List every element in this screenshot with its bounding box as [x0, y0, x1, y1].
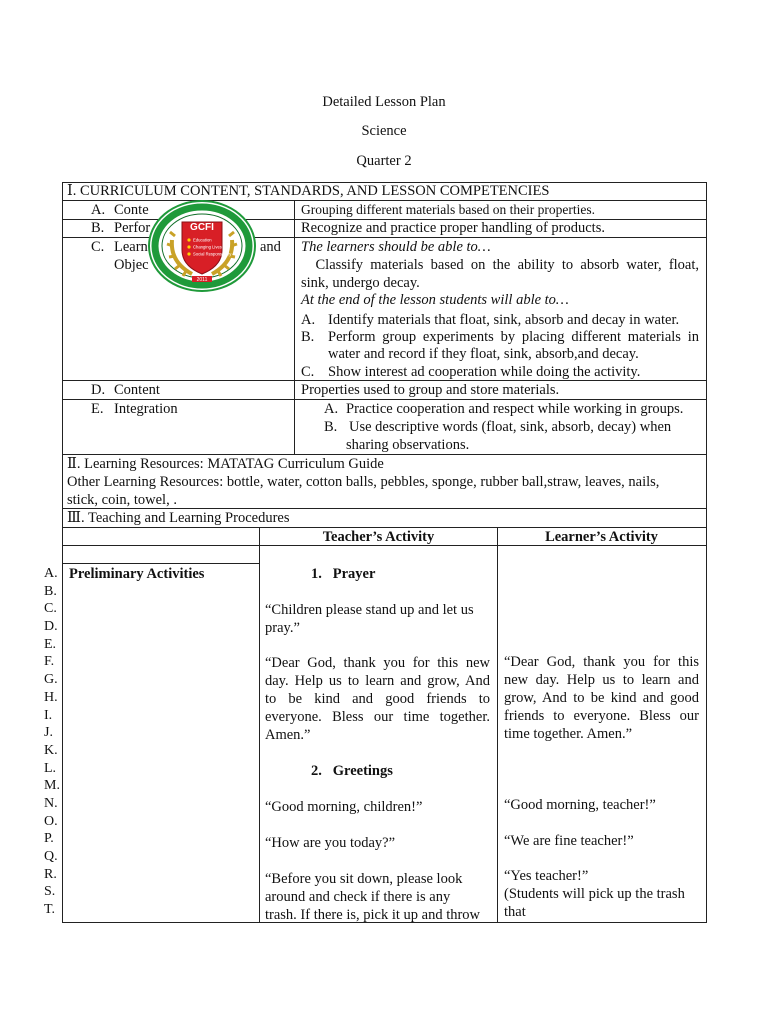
subject-line: Science	[361, 123, 407, 139]
margin-letter: I.	[44, 707, 53, 723]
teacher-trash-2: around and check if there is any	[265, 889, 451, 905]
section-3-heading	[67, 509, 289, 527]
learner-prayer-2: new day. Help us to learn and	[504, 672, 699, 688]
learner-trash-2: that	[504, 904, 526, 920]
objective-c-label: C.	[301, 364, 315, 380]
integration-b-text: Use descriptive words (float, sink, absorb, decay) when	[349, 419, 672, 435]
teacher-activity-header: Teacher’s Activity	[322, 529, 435, 545]
row-e-label: E.	[91, 401, 104, 417]
margin-letter: O.	[44, 813, 58, 829]
teacher-prayer-4: everyone. Bless our time together.	[265, 709, 490, 725]
section-2-heading-text: Learning Resources: MATATAG Curriculum Guide	[84, 456, 384, 472]
row-d-value: Properties used to group and store materials.	[301, 382, 560, 398]
learner-prayer-5: time together. Amen.”	[504, 726, 633, 742]
other-resources-line-1: Other Learning Resources: bottle, water, cotton balls, pebbles, sponge, rubber ball,straw, leaves, nails,	[67, 474, 660, 490]
learner-prayer-4: friends to everyone. Bless our	[504, 708, 699, 724]
margin-letter: J.	[44, 725, 53, 741]
teacher-prayer-3: to be kind and good friends to	[265, 691, 490, 707]
learner-prayer-1: “Dear God, thank you for this	[504, 654, 699, 670]
objectives-line-1: Classify materials based on the ability to absorb water, float,	[315, 257, 700, 273]
teacher-trash-1: “Before you sit down, please look	[265, 871, 463, 887]
margin-letter: B.	[44, 583, 57, 599]
learner-fine: “We are fine teacher!”	[504, 833, 634, 849]
row-d-text: Content	[114, 382, 160, 398]
teacher-greeting: “Good morning, children!”	[265, 799, 423, 815]
integration-a-text: Practice cooperation and respect while working in groups.	[346, 401, 684, 417]
teacher-trash-3: trash. If there is, pick it up and throw	[265, 907, 481, 923]
section-2-heading	[67, 455, 384, 473]
learner-greeting: “Good morning, teacher!”	[504, 797, 656, 813]
objectives-line-2: sink, undergo decay.	[301, 275, 420, 291]
margin-letter: D.	[44, 619, 58, 635]
row-a-label: A.	[91, 202, 106, 218]
section-1-numeral: Ⅰ.	[67, 183, 77, 199]
row-d-label: D.	[91, 382, 106, 398]
learner-activity-header: Learner’s Activity	[545, 529, 658, 545]
margin-letter: N.	[44, 795, 58, 811]
row-a-value: Grouping different materials based on their properties.	[301, 202, 596, 217]
row-b-label: B.	[91, 220, 105, 236]
objective-b-text: Perform group experiments by placing different materials in	[328, 329, 699, 345]
document-title: Detailed Lesson Plan	[322, 94, 446, 110]
section-3-numeral: Ⅲ.	[67, 510, 85, 526]
margin-letter: P.	[44, 831, 54, 847]
objective-b-text-2: water and record if they float, sink, absorb,and decay.	[328, 346, 639, 362]
integration-b-label: B.	[324, 419, 338, 435]
svg-text:2011: 2011	[196, 277, 208, 283]
svg-text:Social Responsibility: Social Responsibility	[193, 251, 232, 257]
objective-a-text: Identify materials that float, sink, absorb and decay in water.	[328, 312, 680, 328]
section-1-heading-text: CURRICULUM CONTENT, STANDARDS, AND LESSON COMPETENCIES	[79, 183, 550, 199]
row-c-text-2: Objec	[114, 257, 149, 273]
teacher-prayer-call-1: “Children please stand up and let us	[265, 602, 474, 618]
row-c-and: and	[260, 239, 281, 255]
teacher-prayer-2: day. Help us to learn and grow, And	[265, 673, 490, 689]
integration-a-label: A.	[324, 401, 339, 417]
margin-letter: G.	[44, 672, 58, 688]
row-c-text: Learn	[114, 239, 148, 255]
quarter-line: Quarter 2	[356, 153, 412, 169]
preliminary-activities-label: Preliminary Activities	[69, 566, 205, 582]
section-2-numeral: Ⅱ.	[67, 456, 81, 472]
objectives-intro-2: At the end of the lesson students will able to…	[301, 292, 569, 308]
svg-text:GCFI: GCFI	[190, 222, 214, 233]
section-3-heading-text: Teaching and Learning Procedures	[87, 510, 290, 526]
teacher-prayer-5: Amen.”	[265, 727, 311, 743]
margin-letter: A.	[44, 566, 58, 581]
teacher-how-are-you: “How are you today?”	[265, 835, 396, 851]
other-resources-line-2: stick, coin, towel, .	[67, 492, 177, 508]
teacher-prayer-call-2: pray.”	[265, 620, 300, 636]
margin-letter: Q.	[44, 849, 58, 864]
svg-text:Changing Lives: Changing Lives	[193, 244, 222, 250]
margin-letter: F.	[44, 654, 55, 670]
row-b-value: Recognize and practice proper handling of products.	[301, 220, 605, 236]
row-e-text: Integration	[114, 401, 178, 417]
prayer-heading: 1. Prayer	[311, 566, 376, 582]
row-a-text: Conte	[114, 202, 149, 218]
svg-text:Education: Education	[193, 237, 212, 243]
learner-trash-1: (Students will pick up the trash	[504, 886, 685, 902]
margin-letter: K.	[44, 742, 58, 758]
objective-b-label: B.	[301, 329, 315, 345]
greetings-heading: 2. Greetings	[311, 763, 393, 779]
objective-a-label: A.	[301, 312, 316, 328]
row-c-label: C.	[91, 239, 105, 255]
school-seal-logo	[148, 200, 256, 292]
integration-b-text-2: sharing observations.	[346, 437, 470, 453]
margin-letter: E.	[44, 636, 57, 652]
margin-letter: R.	[44, 866, 57, 882]
learner-prayer-3: grow, And to be kind and good	[504, 690, 699, 706]
margin-letter: T.	[44, 902, 56, 918]
teacher-prayer-1: “Dear God, thank you for this new	[265, 655, 490, 671]
margin-letter: M.	[44, 778, 60, 794]
margin-letter: C.	[44, 601, 57, 617]
objectives-intro: The learners should be able to…	[301, 239, 491, 255]
margin-letter: S.	[44, 884, 56, 900]
section-1-heading	[67, 182, 549, 200]
margin-letter: H.	[44, 689, 58, 705]
margin-letter-list	[44, 565, 62, 919]
row-b-text: Perfor	[114, 220, 151, 236]
margin-letter: L.	[44, 760, 57, 776]
learner-yes: “Yes teacher!”	[504, 868, 589, 884]
objective-c-text: Show interest ad cooperation while doing the activity.	[328, 364, 641, 380]
